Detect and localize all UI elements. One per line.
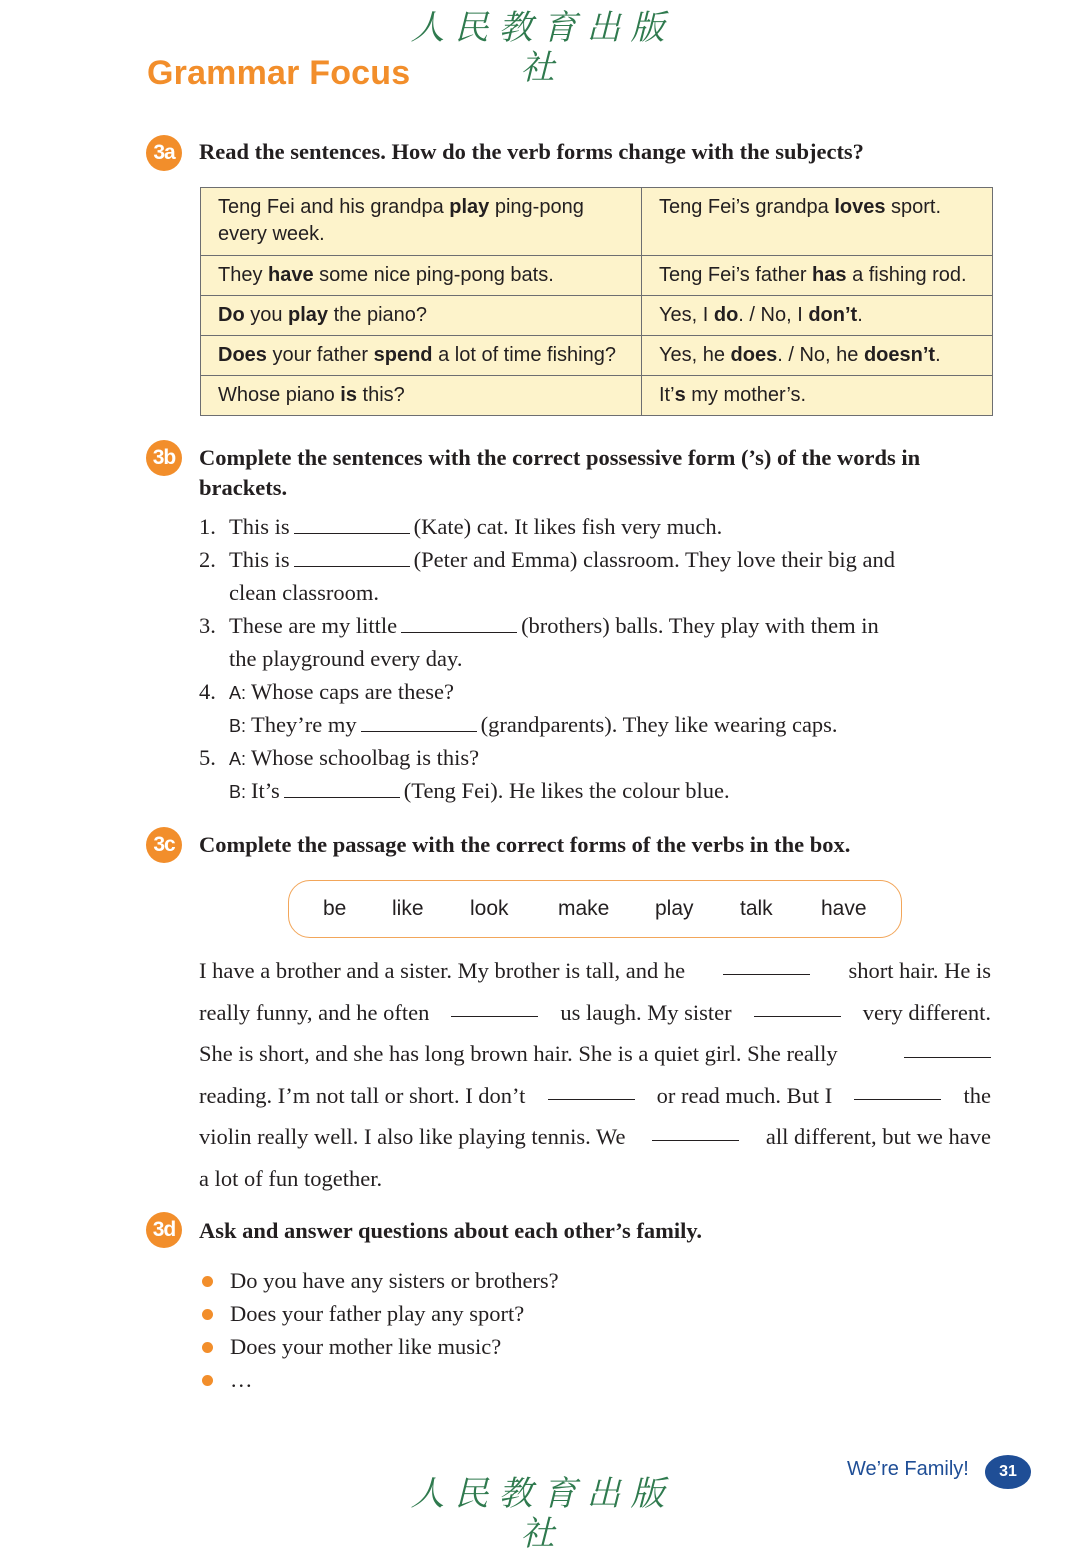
statement-cell: Teng Fei and his grandpa play ping-pong every week. <box>201 188 642 256</box>
item-number: 1. <box>199 514 216 539</box>
grammar-table-row <box>201 188 993 256</box>
instruction-3a: Read the sentences. How do the verb forms change with the subjects? <box>199 139 864 164</box>
speaker-label: A: <box>229 683 252 703</box>
exercise-line: B: They’re my (grandparents). They like wearing caps. <box>229 712 838 737</box>
passage-line: reading. I’m not tall or short. I don’t or read much. But I the <box>199 1075 991 1117</box>
speaker-label: B: <box>229 782 252 802</box>
item-number: 4. <box>199 679 216 704</box>
bullet-item: Does your father play any sport? <box>200 1297 559 1330</box>
publisher-watermark-bottom: 人民教育出版社 <box>410 1474 675 1554</box>
answer-blank[interactable] <box>294 546 410 567</box>
answer-blank[interactable] <box>294 513 410 534</box>
bullet-dot-icon <box>202 1309 213 1320</box>
exercise-3b-items <box>199 510 999 807</box>
response-cell: Yes, I do. / No, I don’t. <box>642 296 993 336</box>
answer-blank[interactable] <box>401 612 517 633</box>
verb-box <box>288 880 902 938</box>
bullet-dot-icon <box>202 1342 213 1353</box>
passage-line: violin really well. I also like playing tennis. We all different, but we have <box>199 1116 991 1158</box>
bullet-item: Do you have any sisters or brothers? <box>200 1264 559 1297</box>
response-cell: It’s my mother’s. <box>642 376 993 416</box>
grammar-table-row <box>201 336 993 376</box>
verb-word: be <box>323 897 347 920</box>
bullet-item: Does your mother like music? <box>200 1330 559 1363</box>
answer-blank[interactable] <box>284 777 400 798</box>
bullet-dot-icon <box>202 1276 213 1287</box>
passage-line: a lot of fun together. <box>199 1165 383 1191</box>
bullet-dot-icon <box>202 1375 213 1386</box>
exercise-line: 3. These are my little (brothers) balls. They play with them in <box>199 609 999 642</box>
answer-blank[interactable] <box>904 1033 991 1058</box>
speaker-label: A: <box>229 749 252 769</box>
response-cell: Yes, he does. / No, he doesn’t. <box>642 336 993 376</box>
passage-line: really funny, and he often us laugh. My sister very different. <box>199 992 991 1034</box>
answer-blank[interactable] <box>361 711 477 732</box>
section-badge-3b: 3b <box>146 440 182 476</box>
item-number: 2. <box>199 547 216 572</box>
item-number: 5. <box>199 745 216 770</box>
speaker-label: B: <box>229 716 252 736</box>
bullet-list-3d <box>200 1264 559 1396</box>
publisher-watermark-top: 人民教育出版社 <box>410 8 675 88</box>
exercise-line: 2. This is (Peter and Emma) classroom. They love their big and <box>199 543 999 576</box>
exercise-line: the playground every day. <box>229 646 463 671</box>
passage-line: I have a brother and a sister. My brother is tall, and he short hair. He is <box>199 950 991 992</box>
grammar-table-row <box>201 256 993 296</box>
verb-word: look <box>470 897 509 920</box>
statement-cell: Whose piano is this? <box>201 376 642 416</box>
statement-cell: Do you play the piano? <box>201 296 642 336</box>
instruction-3c: Complete the passage with the correct forms of the verbs in the box. <box>199 832 851 857</box>
passage-3c <box>199 950 991 1199</box>
verb-word: make <box>558 897 610 920</box>
grammar-table <box>200 187 993 416</box>
bullet-item: … <box>200 1363 559 1396</box>
passage-line: She is short, and she has long brown hair. She is a quiet girl. She really <box>199 1033 991 1075</box>
exercise-line: clean classroom. <box>229 580 379 605</box>
verb-word: play <box>655 897 694 920</box>
answer-blank[interactable] <box>451 992 538 1017</box>
page-number: 31 <box>985 1455 1031 1489</box>
response-cell: Teng Fei’s father has a fishing rod. <box>642 256 993 296</box>
item-number: 3. <box>199 613 216 638</box>
grammar-table-row <box>201 296 993 336</box>
page-title: Grammar Focus <box>147 54 411 92</box>
answer-blank[interactable] <box>854 1075 941 1100</box>
exercise-line: B: It’s (Teng Fei). He likes the colour blue. <box>229 778 730 803</box>
verb-word: like <box>392 897 424 920</box>
verb-word: have <box>821 897 867 920</box>
unit-title: We’re Family! <box>847 1458 969 1480</box>
verb-word: talk <box>740 897 773 920</box>
instruction-3d: Ask and answer questions about each other’s family. <box>199 1218 702 1243</box>
response-cell: Teng Fei’s grandpa loves sport. <box>642 188 993 256</box>
section-badge-3d: 3d <box>146 1212 182 1248</box>
instruction-3b: Complete the sentences with the correct possessive form (’s) of the words in brackets. <box>199 445 921 500</box>
exercise-line: 5. A: Whose schoolbag is this? <box>199 741 999 774</box>
answer-blank[interactable] <box>652 1116 739 1141</box>
statement-cell: Does your father spend a lot of time fishing? <box>201 336 642 376</box>
exercise-line: 4. A: Whose caps are these? <box>199 675 999 708</box>
answer-blank[interactable] <box>548 1075 635 1100</box>
statement-cell: They have some nice ping-pong bats. <box>201 256 642 296</box>
answer-blank[interactable] <box>754 992 841 1017</box>
exercise-line: 1. This is (Kate) cat. It likes fish very much. <box>199 510 999 543</box>
grammar-table-row <box>201 376 993 416</box>
section-badge-3c: 3c <box>146 827 182 863</box>
section-badge-3a: 3a <box>146 135 182 171</box>
answer-blank[interactable] <box>723 950 810 975</box>
